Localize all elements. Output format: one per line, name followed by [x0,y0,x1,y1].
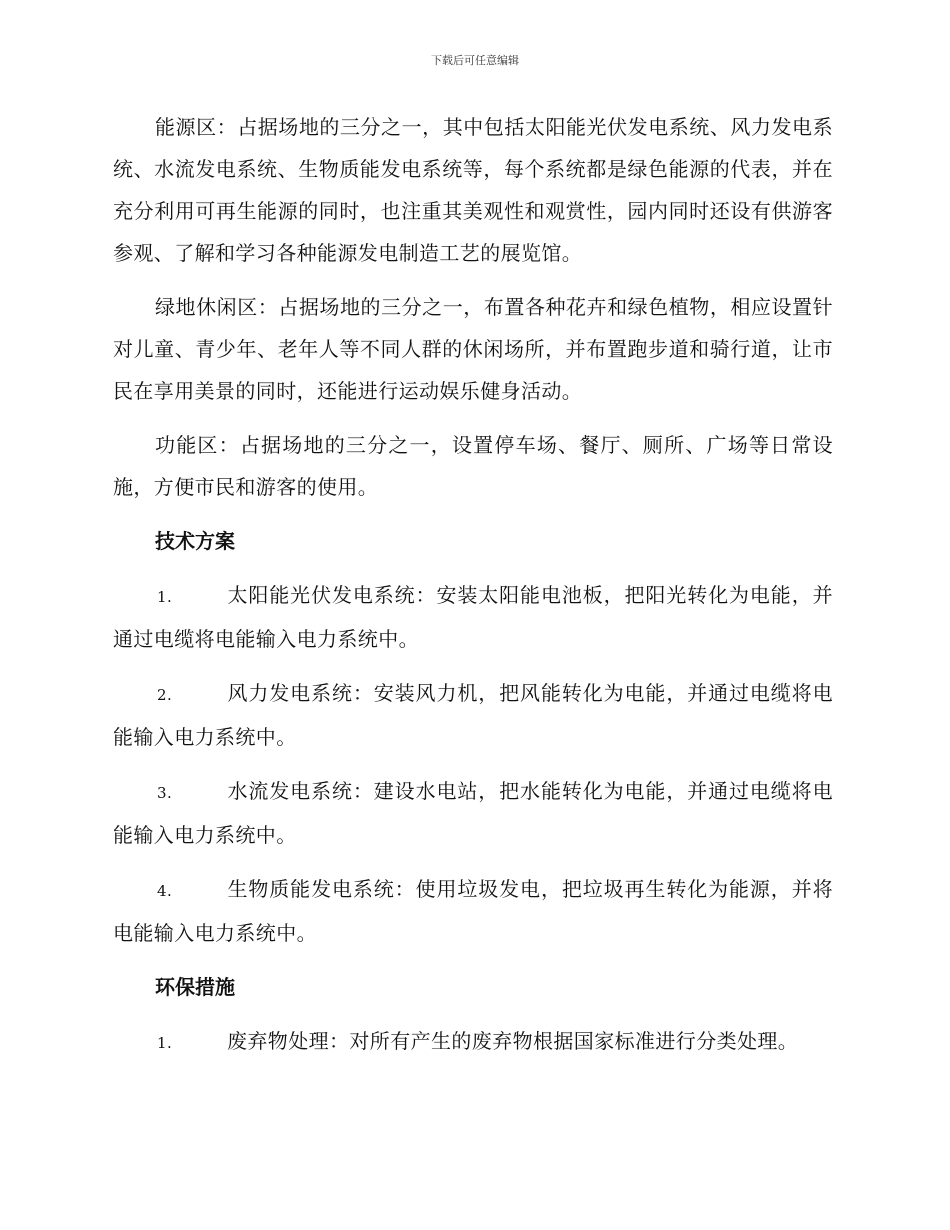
list-item-text: 水流发电系统：建设水电站，把水能转化为电能，并通过电缆将电能输入电力系统中。 [113,779,833,847]
paragraph-energy-zone: 能源区：占据场地的三分之一，其中包括太阳能光伏发电系统、风力发电系统、水流发电系统、生物质能发电系统等，每个系统都是绿色能源的代表，并在充分利用可再生能源的同时，也注重其美观性和观赏性，园内同时还设有供游客参观、了解和学习各种能源发电制造工艺的展览馆。 [113,115,833,265]
list-item [113,868,833,954]
section-heading-tech: 技术方案 [155,529,235,553]
list-item [113,1020,833,1064]
page-header: 下载后可任意编辑 [431,54,519,67]
list-item-text: 生物质能发电系统：使用垃圾发电，把垃圾再生转化为能源，并将电能输入电力系统中。 [113,877,833,945]
list-item-text: 太阳能光伏发电系统：安装太阳能电池板，把阳光转化为电能，并通过电缆将电能输入电力系统中。 [113,583,833,651]
list-item-text: 风力发电系统：安装风力机，把风能转化为电能，并通过电缆将电能输入电力系统中。 [113,681,833,749]
list-item [113,672,833,758]
list-item-number: 1. [157,588,173,606]
document-body [113,106,833,1076]
list-item [113,574,833,660]
list-item-text: 废弃物处理：对所有产生的废弃物根据国家标准进行分类处理。 [227,1029,799,1053]
paragraph-function-zone: 功能区：占据场地的三分之一，设置停车场、餐厅、厕所、广场等日常设施，方便市民和游客的使用。 [113,433,833,499]
list-item-number: 1. [157,1034,173,1052]
paragraph-green-leisure-zone: 绿地休闲区：占据场地的三分之一，布置各种花卉和绿色植物，相应设置针对儿童、青少年、老年人等不同人群的休闲场所，并布置跑步道和骑行道，让市民在享用美景的同时，还能进行运动娱乐健身活动。 [113,295,833,403]
list-item-number: 2. [157,686,173,704]
list-item [113,770,833,856]
section-heading-env: 环保措施 [155,975,235,999]
list-item-number: 3. [157,784,173,802]
list-item-number: 4. [157,882,173,900]
